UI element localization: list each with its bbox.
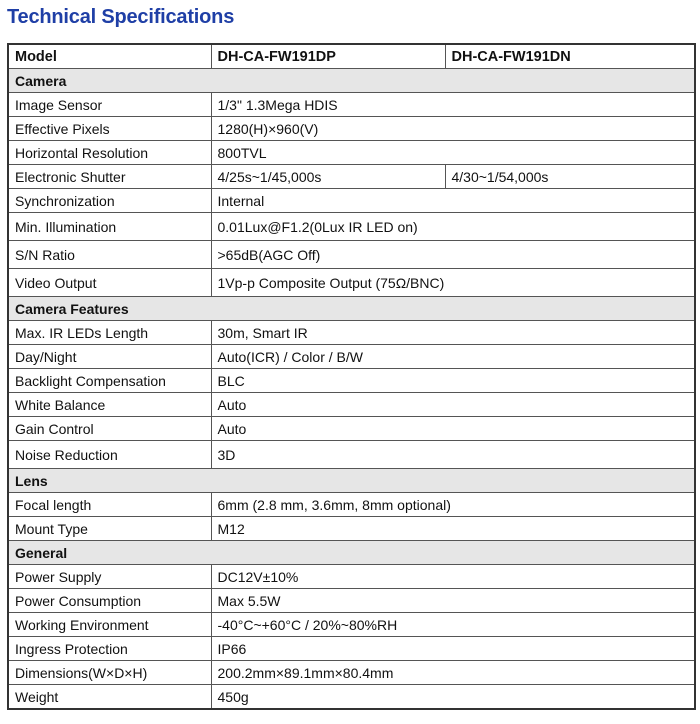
spec-value-model-b: 4/30~1/54,000s xyxy=(445,165,695,189)
table-row xyxy=(8,493,695,517)
spec-value: Internal xyxy=(211,189,695,213)
spec-label: Noise Reduction xyxy=(8,441,211,469)
table-row xyxy=(8,345,695,369)
page-title: Technical Specifications xyxy=(7,6,235,28)
spec-label: Gain Control xyxy=(8,417,211,441)
spec-label: Power Consumption xyxy=(8,589,211,613)
spec-label: Image Sensor xyxy=(8,93,211,117)
table-row xyxy=(8,613,695,637)
table-row xyxy=(8,565,695,589)
spec-value: M12 xyxy=(211,517,695,541)
table-row xyxy=(8,661,695,685)
spec-value: 200.2mm×89.1mm×80.4mm xyxy=(211,661,695,685)
table-header-row xyxy=(8,44,695,69)
section-title: Camera xyxy=(8,69,695,93)
header-model-label: Model xyxy=(8,44,211,69)
spec-value: Auto(ICR) / Color / B/W xyxy=(211,345,695,369)
spec-value: 3D xyxy=(211,441,695,469)
spec-value: 1280(H)×960(V) xyxy=(211,117,695,141)
spec-label: White Balance xyxy=(8,393,211,417)
spec-value: >65dB(AGC Off) xyxy=(211,241,695,269)
spec-label: Mount Type xyxy=(8,517,211,541)
spec-table xyxy=(7,43,696,710)
section-row-general xyxy=(8,541,695,565)
spec-value: BLC xyxy=(211,369,695,393)
spec-label: Focal length xyxy=(8,493,211,517)
spec-value: Auto xyxy=(211,393,695,417)
table-row xyxy=(8,393,695,417)
spec-label: Ingress Protection xyxy=(8,637,211,661)
spec-value: 6mm (2.8 mm, 3.6mm, 8mm optional) xyxy=(211,493,695,517)
table-row xyxy=(8,165,695,189)
spec-label: Horizontal Resolution xyxy=(8,141,211,165)
header-model-b: DH-CA-FW191DN xyxy=(445,44,695,69)
spec-value: 1/3" 1.3Mega HDIS xyxy=(211,93,695,117)
spec-value: 800TVL xyxy=(211,141,695,165)
section-title: Lens xyxy=(8,469,695,493)
spec-value-model-a: 4/25s~1/45,000s xyxy=(211,165,445,189)
table-row xyxy=(8,93,695,117)
spec-label: Electronic Shutter xyxy=(8,165,211,189)
spec-value: IP66 xyxy=(211,637,695,661)
spec-label: Effective Pixels xyxy=(8,117,211,141)
section-title: General xyxy=(8,541,695,565)
table-row xyxy=(8,321,695,345)
spec-value: 1Vp-p Composite Output (75Ω/BNC) xyxy=(211,269,695,297)
spec-value: Auto xyxy=(211,417,695,441)
spec-label: Backlight Compensation xyxy=(8,369,211,393)
spec-value: -40°C~+60°C / 20%~80%RH xyxy=(211,613,695,637)
spec-value: DC12V±10% xyxy=(211,565,695,589)
spec-label: Weight xyxy=(8,685,211,710)
section-row-lens xyxy=(8,469,695,493)
table-row xyxy=(8,241,695,269)
table-row xyxy=(8,517,695,541)
spec-label: Synchronization xyxy=(8,189,211,213)
table-row xyxy=(8,369,695,393)
table-row xyxy=(8,269,695,297)
spec-label: Power Supply xyxy=(8,565,211,589)
spec-label: Dimensions(W×D×H) xyxy=(8,661,211,685)
table-row xyxy=(8,685,695,710)
spec-value: 0.01Lux@F1.2(0Lux IR LED on) xyxy=(211,213,695,241)
spec-label: Video Output xyxy=(8,269,211,297)
spec-label: Day/Night xyxy=(8,345,211,369)
spec-value: Max 5.5W xyxy=(211,589,695,613)
table-row xyxy=(8,141,695,165)
table-row xyxy=(8,417,695,441)
section-row-camera xyxy=(8,69,695,93)
spec-label: Min. Illumination xyxy=(8,213,211,241)
table-row xyxy=(8,441,695,469)
header-model-a: DH-CA-FW191DP xyxy=(211,44,445,69)
section-title: Camera Features xyxy=(8,297,695,321)
spec-label: Max. IR LEDs Length xyxy=(8,321,211,345)
spec-label: S/N Ratio xyxy=(8,241,211,269)
table-row xyxy=(8,637,695,661)
table-row xyxy=(8,117,695,141)
table-row xyxy=(8,189,695,213)
spec-label: Working Environment xyxy=(8,613,211,637)
spec-value: 30m, Smart IR xyxy=(211,321,695,345)
table-row xyxy=(8,589,695,613)
spec-value: 450g xyxy=(211,685,695,710)
section-row-camera-features xyxy=(8,297,695,321)
table-row xyxy=(8,213,695,241)
